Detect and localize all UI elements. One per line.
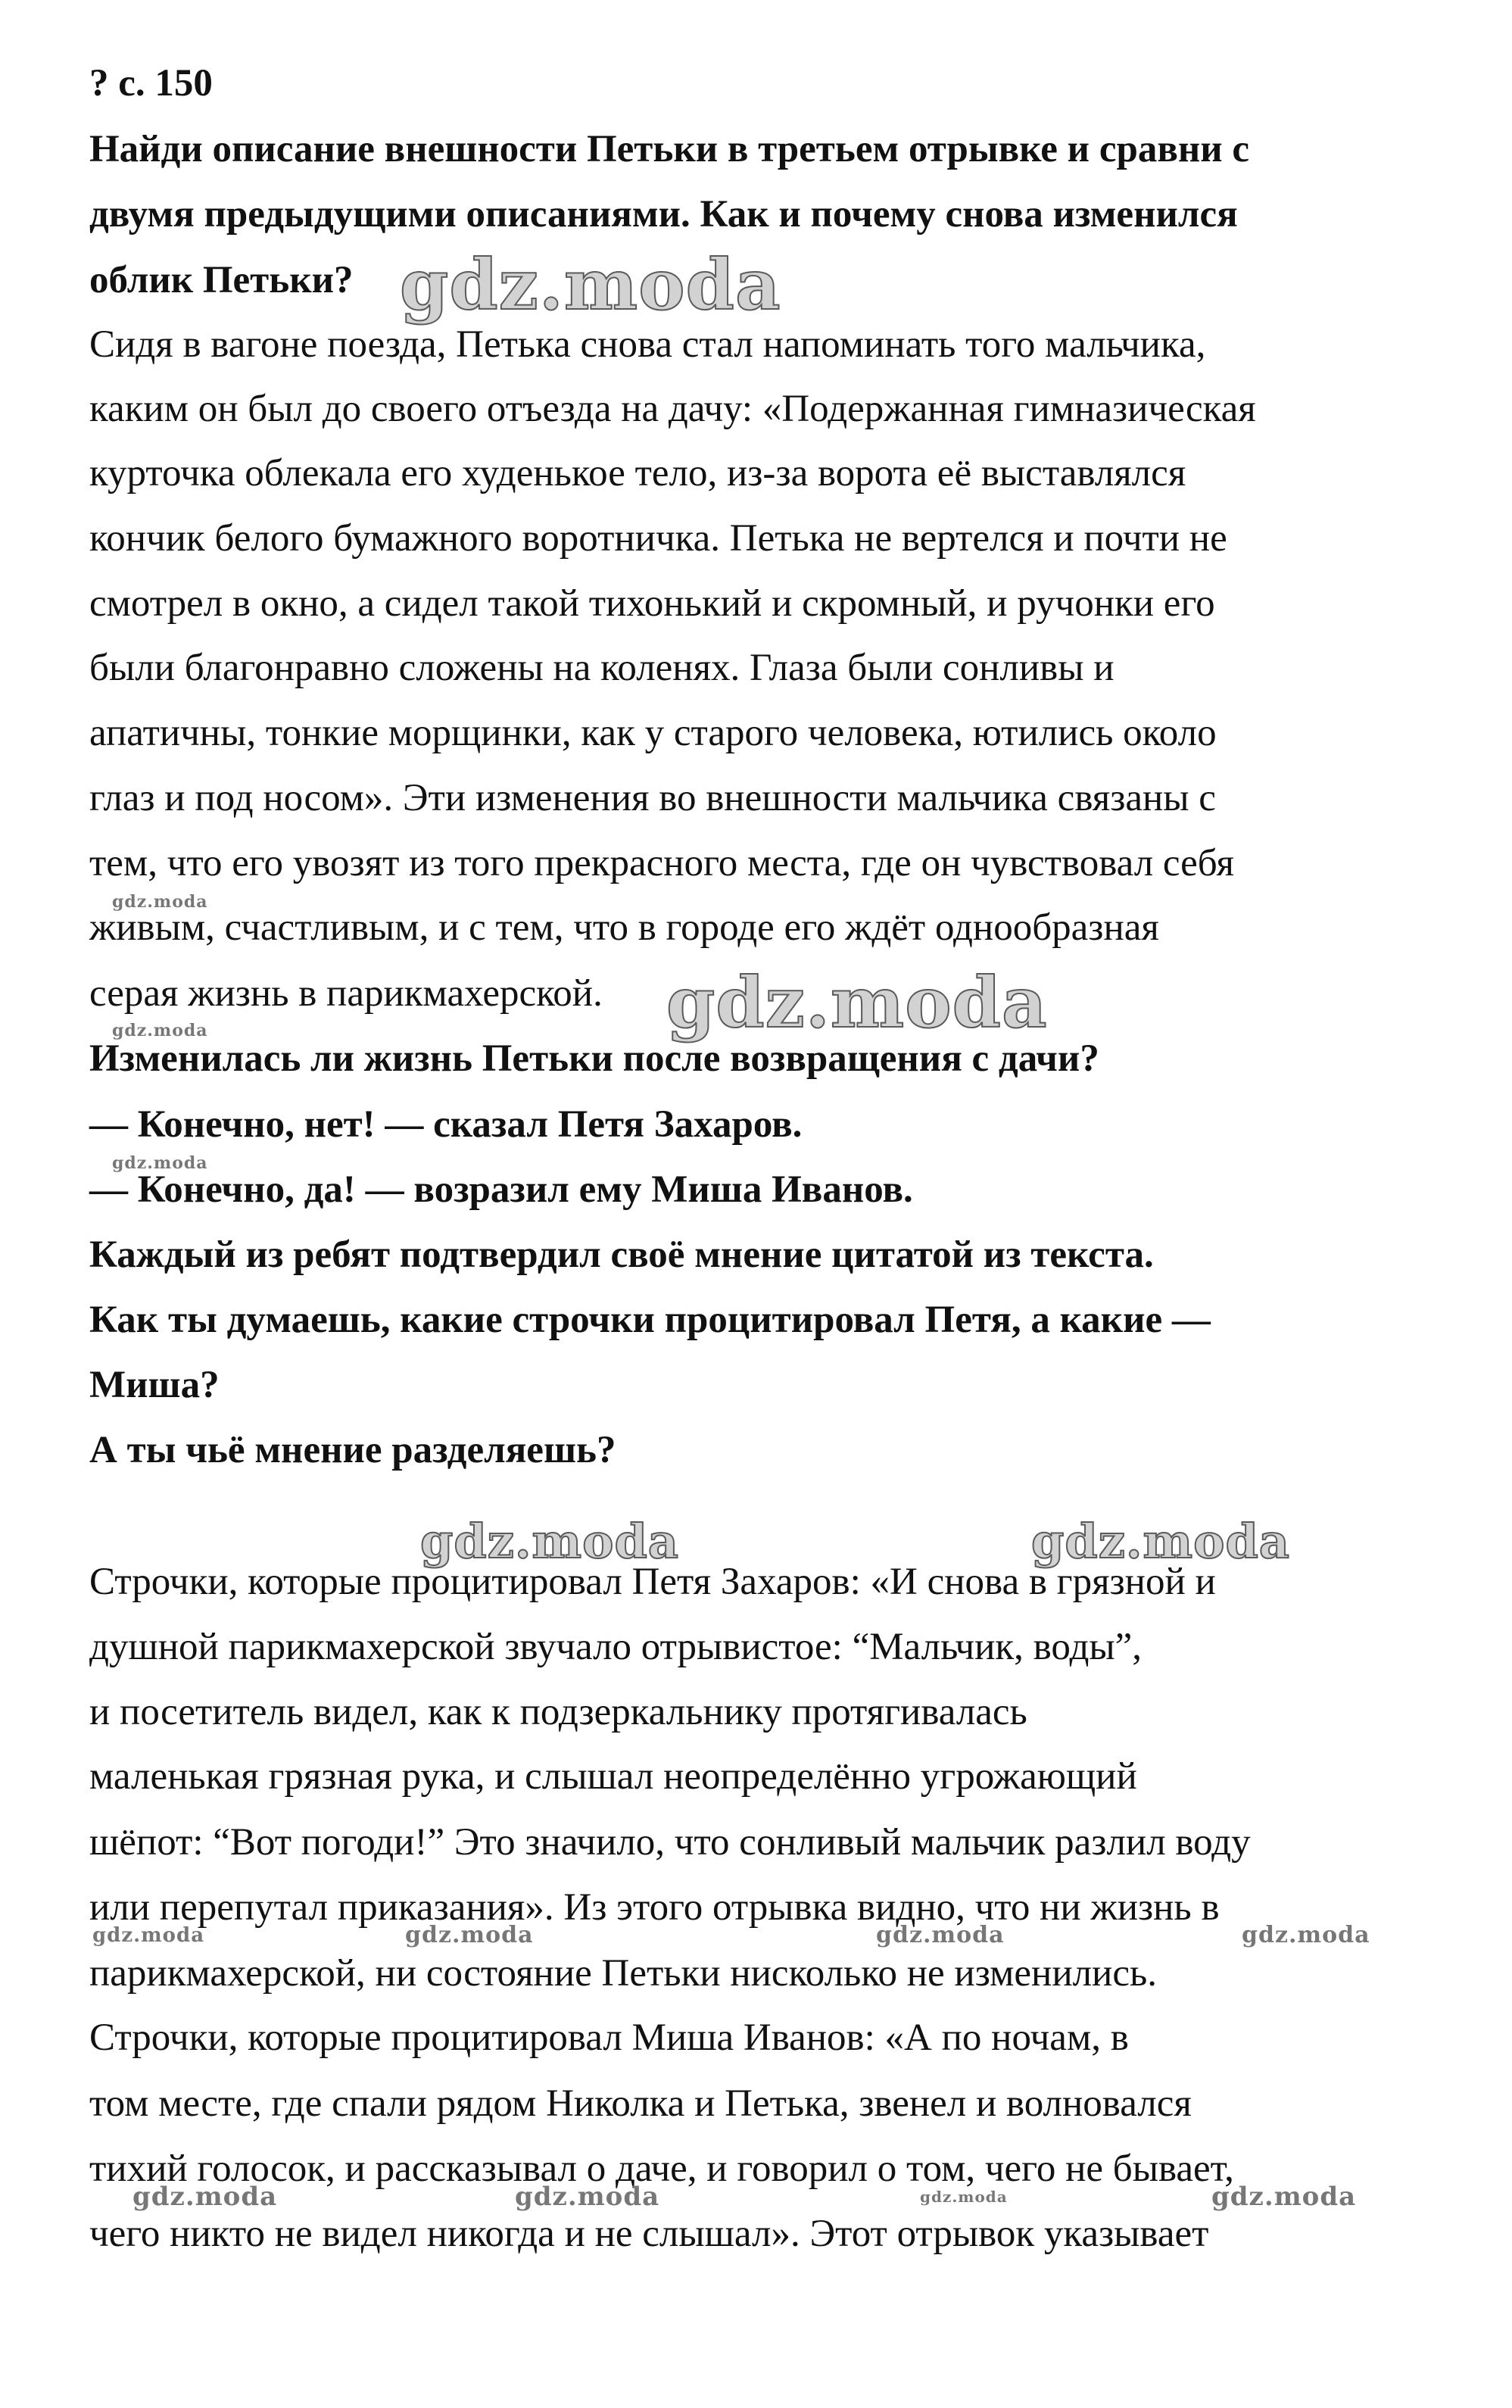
watermark: gdz.moda: [112, 892, 208, 912]
watermark: gdz.moda: [876, 1922, 1005, 1948]
answer-1-line: курточка облекала его худенькое тело, из-за ворота её выставлялся: [89, 452, 1186, 494]
answer-2-line: душной парикмахерской звучало отрывистое: “Мальчик, воды”,: [89, 1626, 1143, 1668]
answer-2-line: тихий голосок, и рассказывал о даче, и говорил о том, чего не бывает,: [89, 2148, 1234, 2190]
watermark: gdz.moda: [920, 2188, 1008, 2206]
answer-2-line: Строчки, которые процитировал Миша Иванов: «А по ночам, в: [89, 2017, 1129, 2059]
question-2-line: Как ты думаешь, какие строчки процитировал Петя, а какие —: [89, 1299, 1211, 1341]
answer-2-line: шёпот: “Вот погоди!” Это значило, что сонливый мальчик разлил воду: [89, 1821, 1251, 1864]
watermark: gdz.moda: [1242, 1922, 1370, 1948]
answer-1-line: апатичны, тонкие морщинки, как у старого человека, ютились около: [89, 712, 1217, 754]
answer-1-line: смотрел в окно, а сидел такой тихонький и скромный, и ручонки его: [89, 582, 1215, 625]
question-2-line: А ты чьё мнение разделяешь?: [89, 1429, 616, 1471]
answer-2-line: и посетитель видел, как к подзеркальнику протягивалась: [89, 1691, 1027, 1733]
answer-2-line: парикмахерской, ни состояние Петьки нисколько не изменились.: [89, 1952, 1157, 1995]
watermark: gdz.moda: [1031, 1514, 1290, 1569]
answer-1-line: глаз и под носом». Эти изменения во внешности мальчика связаны с: [89, 777, 1216, 819]
answer-2-line: маленькая грязная рука, и слышал неопределённо угрожающий: [89, 1755, 1137, 1798]
answer-2-line: том месте, где спали рядом Николка и Петька, звенел и волновался: [89, 2082, 1192, 2125]
question-2-line: Миша?: [89, 1364, 220, 1406]
question-2-line: Изменилась ли жизнь Петьки после возвращения с дачи?: [89, 1037, 1099, 1080]
watermark: gdz.moda: [112, 1021, 208, 1040]
answer-1-line: кончик белого бумажного воротничка. Петька не вертелся и почти не: [89, 517, 1227, 560]
question-1-line: Найди описание внешности Петьки в третьем отрывке и сравни с: [89, 128, 1250, 170]
answer-1-line: Сидя в вагоне поезда, Петька снова стал напоминать того мальчика,: [89, 323, 1206, 366]
answer-1-line: серая жизнь в парикмахерской.: [89, 972, 603, 1015]
question-1-line: двумя предыдущими описаниями. Как и почему снова изменился: [89, 193, 1238, 235]
watermark: gdz.moda: [132, 2182, 278, 2212]
answer-1-line: каким он был до своего отъезда на дачу: «Подержанная гимназическая: [89, 388, 1256, 430]
answer-2-line: Строчки, которые процитировал Петя Захаров: «И снова в грязной и: [89, 1561, 1216, 1603]
question-1-line: облик Петьки?: [89, 259, 354, 301]
answer-1-line: были благонравно сложены на коленях. Глаза были сонливы и: [89, 647, 1115, 689]
watermark: gdz.moda: [112, 1153, 208, 1173]
watermark: gdz.moda: [666, 962, 1048, 1043]
answer-2-line: чего никто не видел никогда и не слышал». Этот отрывок указывает: [89, 2213, 1209, 2255]
watermark: gdz.moda: [420, 1514, 679, 1569]
question-2-line: — Конечно, нет! — сказал Петя Захаров.: [89, 1103, 803, 1146]
watermark: gdz.moda: [92, 1924, 205, 1947]
question-2-line: Каждый из ребят подтвердил своё мнение цитатой из текста.: [89, 1234, 1154, 1276]
answer-2-line: или перепутал приказания». Из этого отрывка видно, что ни жизнь в: [89, 1886, 1220, 1929]
watermark: gdz.moda: [1211, 2182, 1357, 2212]
answer-1-line: тем, что его увозят из того прекрасного места, где он чувствовал себя: [89, 842, 1234, 884]
answer-1-line: живым, счастливым, и с тем, что в городе его ждёт однообразная: [89, 906, 1159, 949]
watermark: gdz.moda: [515, 2182, 660, 2212]
question-2-line: — Конечно, да! — возразил ему Миша Иванов.: [89, 1168, 913, 1211]
watermark: gdz.moda: [400, 244, 781, 326]
page-number-heading: ? с. 150: [89, 62, 213, 104]
watermark: gdz.moda: [405, 1922, 534, 1948]
